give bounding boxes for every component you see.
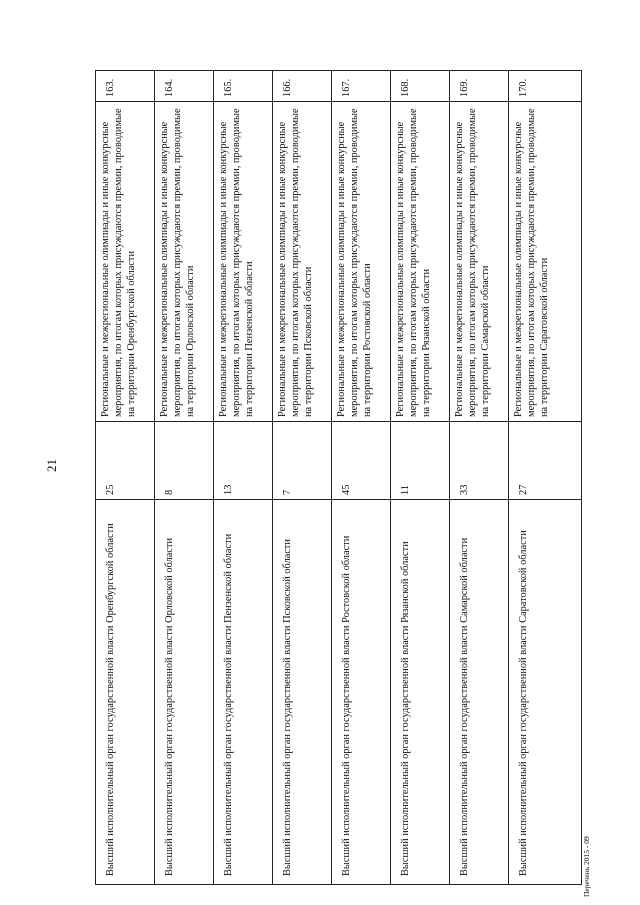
row-description: Региональные и межрегиональные олимпиады и иные конкурсные мероприятия, по итогам которых присуждаются премии, проводимые на территории Самарской области <box>454 108 491 417</box>
row-number: 165. <box>223 78 234 97</box>
footer-reference: Перечень 2015 - 09 <box>582 836 591 897</box>
row-count: 11 <box>400 484 411 495</box>
row-description: Региональные и межрегиональные олимпиады и иные конкурсные мероприятия, по итогам которых присуждаются премии, проводимые на территории Саратовской области <box>513 108 550 417</box>
row-organization: Высший исполнительный орган государственной власти Оренбургской области <box>105 523 116 876</box>
document-table <box>95 70 582 885</box>
row-count: 27 <box>518 484 529 495</box>
row-organization: Высший исполнительный орган государственной власти Саратовской области <box>518 530 529 876</box>
row-organization: Высший исполнительный орган государственной власти Рязанской области <box>400 541 411 876</box>
row-description: Региональные и межрегиональные олимпиады и иные конкурсные мероприятия, по итогам которых присуждаются премии, проводимые на территории Пензенской области <box>218 108 255 417</box>
page-number: 21 <box>44 459 59 472</box>
table-row <box>155 71 214 884</box>
table-row <box>509 71 580 884</box>
row-number: 163. <box>105 78 116 97</box>
row-organization: Высший исполнительный орган государственной власти Псковской области <box>282 539 293 876</box>
table-row <box>273 71 332 884</box>
table-row <box>214 71 273 884</box>
row-organization: Высший исполнительный орган государственной власти Самарской области <box>459 537 470 876</box>
row-number: 170. <box>518 78 529 97</box>
row-description: Региональные и межрегиональные олимпиады и иные конкурсные мероприятия, по итогам которых присуждаются премии, проводимые на территории Орловской области <box>159 108 196 417</box>
row-number: 167. <box>341 78 352 97</box>
table-row <box>391 71 450 884</box>
row-description: Региональные и межрегиональные олимпиады и иные конкурсные мероприятия, по итогам которых присуждаются премии, проводимые на территории Оренбургской области <box>100 108 137 417</box>
row-count: 8 <box>164 489 175 495</box>
table-row <box>96 71 155 884</box>
table-row <box>332 71 391 884</box>
row-organization: Высший исполнительный орган государственной власти Ростовской области <box>341 535 352 876</box>
table-row <box>450 71 509 884</box>
row-number: 168. <box>400 78 411 97</box>
row-description: Региональные и межрегиональные олимпиады и иные конкурсные мероприятия, по итогам которых присуждаются премии, проводимые на территории Рязанской области <box>395 108 432 417</box>
row-organization: Высший исполнительный орган государственной власти Орловской области <box>164 537 175 876</box>
row-number: 166. <box>282 78 293 97</box>
row-number: 169. <box>459 78 470 97</box>
row-description: Региональные и межрегиональные олимпиады и иные конкурсные мероприятия, по итогам которых присуждаются премии, проводимые на территории Ростовской области <box>336 108 373 417</box>
row-number: 164. <box>164 78 175 97</box>
row-organization: Высший исполнительный орган государственной власти Пензенской области <box>223 533 234 876</box>
row-count: 7 <box>282 489 293 495</box>
row-description: Региональные и межрегиональные олимпиады и иные конкурсные мероприятия, по итогам которых присуждаются премии, проводимые на территории Псковской области <box>277 108 314 417</box>
row-count: 25 <box>105 484 116 495</box>
row-count: 45 <box>341 484 352 495</box>
row-count: 13 <box>223 484 234 495</box>
row-count: 33 <box>459 484 470 495</box>
